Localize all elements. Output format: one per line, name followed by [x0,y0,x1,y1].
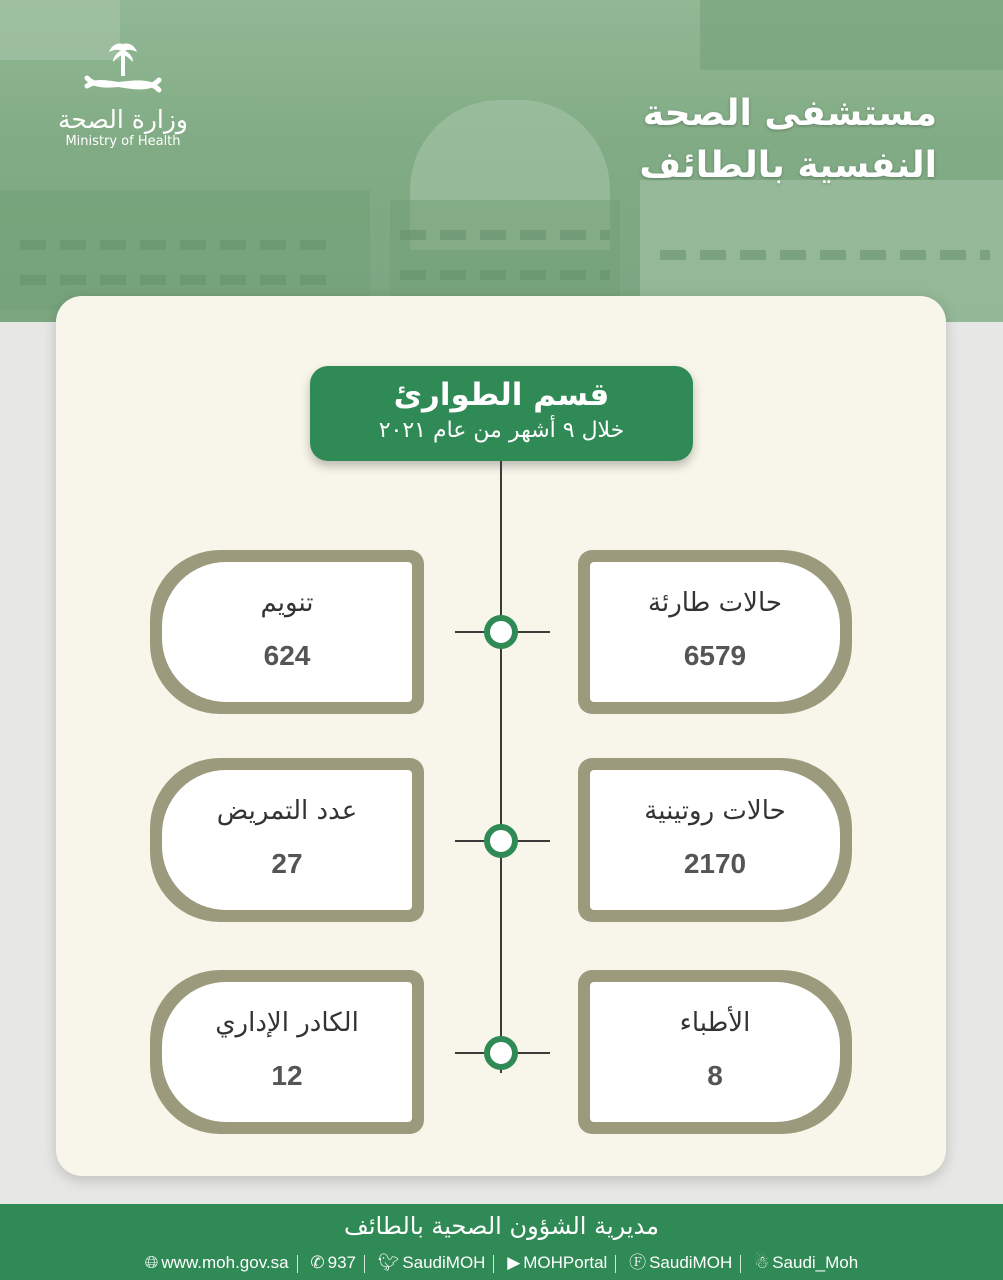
stat-value: 12 [271,1060,303,1091]
stat-label: الكادر الإداري [215,1008,359,1038]
stat-label: حالات طارئة [648,588,782,618]
palm-swords-logo-icon [73,40,173,104]
timeline-node-3 [484,1036,518,1070]
globe-icon: 🌐︎ [144,1253,159,1272]
stat-value: 6579 [683,640,747,671]
moh-logo [48,40,198,150]
footer [0,1204,1003,1280]
hospital-title-line2: النفسية بالطائف [639,145,937,186]
section-title: قسم الطوارئ [393,377,610,413]
logo-english-text: Ministry of Health [65,134,181,149]
logo-arabic-text: وزارة الصحة [58,105,188,134]
footer-link-youtube[interactable]: ▶ MOHPortal [507,1253,608,1272]
footer-link-snapchat[interactable]: ☃ Saudi_Moh [753,1253,859,1272]
stat-routine-cases [590,770,840,910]
stat-label: عدد التمريض [216,796,358,826]
stat-emergency-cases [590,562,840,702]
hospital-title [517,88,937,192]
section-subtitle: خلال ٩ أشهر من عام ٢٠٢١ [378,418,625,443]
timeline-node-2 [484,824,518,858]
youtube-icon: ▶ [507,1253,521,1272]
stat-label: الأطباء [679,1008,751,1038]
stat-nursing-count [162,770,412,910]
stat-value: 2170 [683,848,747,879]
footer-link-twitter[interactable]: 🐦︎ SaudiMOH [377,1253,486,1272]
phone-icon: ✆ [310,1253,325,1272]
stat-label: تنويم [260,588,314,618]
facebook-icon: Ⓕ [629,1253,647,1272]
timeline-spine [500,461,502,1073]
stat-admin-staff [162,982,412,1122]
stat-doctors [590,982,840,1122]
snapchat-icon: ☃ [753,1253,770,1272]
stat-admission [162,562,412,702]
footer-links [0,1248,1003,1273]
stat-label: حالات روتينية [644,796,786,826]
section-header [310,366,693,461]
stat-value: 8 [707,1060,723,1091]
footer-link-facebook[interactable]: Ⓕ SaudiMOH [629,1248,732,1273]
footer-link-phone[interactable]: ✆ 937 [310,1253,356,1272]
twitter-icon: 🐦︎ [377,1253,400,1272]
stat-value: 624 [263,640,311,671]
footer-link-website[interactable]: 🌐︎ www.moh.gov.sa [144,1253,289,1272]
timeline-node-1 [484,615,518,649]
footer-title: مديرية الشؤون الصحية بالطائف [343,1212,660,1240]
hospital-title-line1: مستشفى الصحة [642,93,937,134]
stat-value: 27 [271,848,303,879]
